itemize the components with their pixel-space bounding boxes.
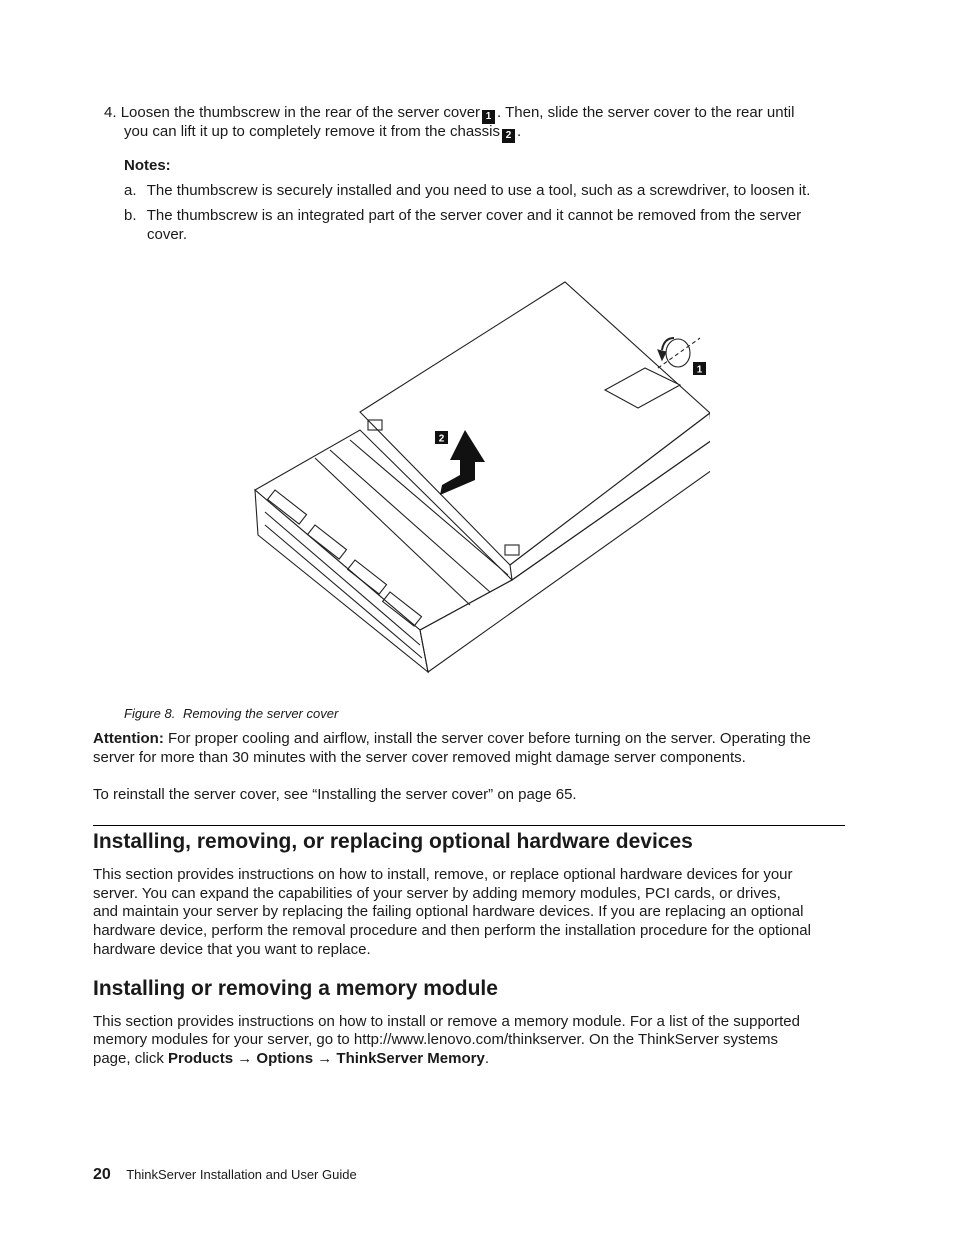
- step-text-cont: . Then, slide the server cover to the rear until: [497, 104, 795, 121]
- reinstall-text: To reinstall the server cover, see “Installing the server cover” on page 65.: [93, 786, 577, 803]
- products-link: Products: [168, 1050, 234, 1067]
- figure-callout-2: 2: [438, 433, 445, 445]
- note-a-marker: a.: [124, 182, 137, 199]
- figure-caption: [124, 706, 338, 721]
- callout-badge-2: 2: [502, 129, 515, 143]
- figure-caption-text: Removing the server cover: [182, 706, 339, 721]
- step-4-line-2: [124, 122, 521, 143]
- section2-line-3-end: .: [484, 1050, 489, 1067]
- note-b-marker: b.: [124, 207, 137, 224]
- note-b-text: The thumbscrew is an integrated part of the server cover and it cannot be removed from the server: [146, 207, 802, 224]
- attention-label: Attention:: [93, 730, 164, 747]
- note-a-text: The thumbscrew is securely installed and you need to use a tool, such as a screwdriver, to loosen it.: [146, 182, 811, 199]
- step-number: 4.: [104, 104, 117, 121]
- note-a: [124, 181, 810, 200]
- section-divider: [93, 825, 845, 826]
- section1-line-3: and maintain your server by replacing the failing optional hardware devices. If you are replacing an optional: [93, 903, 804, 920]
- callout-badge-1: 1: [482, 110, 495, 124]
- attention-line-2: server for more than 30 minutes with the server cover removed might damage server components.: [93, 749, 746, 766]
- section2-line-3: [93, 1049, 489, 1068]
- attention-text-1: For proper cooling and airflow, install the server cover before turning on the server. Operating the: [163, 730, 811, 747]
- section2-line-3-start: page, click: [93, 1050, 169, 1067]
- section2-line-1: This section provides instructions on how to install or remove a memory module. For a list of the supported: [93, 1013, 800, 1030]
- section1-line-1: This section provides instructions on how to install, remove, or replace optional hardware devices for your: [93, 866, 793, 883]
- attention-line-1: [93, 729, 811, 748]
- section-heading-memory-module: Installing or removing a memory module: [93, 977, 498, 1000]
- footer-title: ThinkServer Installation and User Guide: [126, 1167, 357, 1182]
- server-cover-illustration: [250, 280, 710, 680]
- figure-caption-label: Figure 8.: [124, 706, 176, 721]
- arrow-icon: →: [313, 1050, 337, 1067]
- figure-callout-1: 1: [696, 364, 703, 376]
- section2-line-2: memory modules for your server, go to http://www.lenovo.com/thinkserver. On the ThinkServer systems: [93, 1031, 778, 1048]
- thinkserver-memory-link: ThinkServer Memory: [336, 1050, 485, 1067]
- step-text-2-end: .: [517, 123, 522, 140]
- arrow-icon: →: [233, 1050, 257, 1067]
- section1-line-4: hardware device, perform the removal procedure and then perform the installation procedure for the optional: [93, 922, 811, 939]
- note-b-line-1: [124, 206, 801, 225]
- step-4-line-1: [104, 103, 794, 124]
- options-link: Options: [256, 1050, 314, 1067]
- step-text-2: you can lift it up to completely remove it from the chassis: [124, 123, 500, 140]
- step-text: Loosen the thumbscrew in the rear of the server cover: [120, 104, 481, 121]
- page-number: 20: [93, 1166, 111, 1183]
- notes-title: Notes:: [124, 157, 171, 174]
- section1-line-2: server. You can expand the capabilities of your server by adding memory modules, PCI cards, or drives,: [93, 885, 781, 902]
- section1-line-5: hardware device that you want to replace.: [93, 941, 371, 958]
- note-b-line-2: cover.: [147, 226, 188, 243]
- page-footer: [93, 1166, 357, 1184]
- section-heading-optional-hardware: Installing, removing, or replacing optional hardware devices: [93, 830, 693, 853]
